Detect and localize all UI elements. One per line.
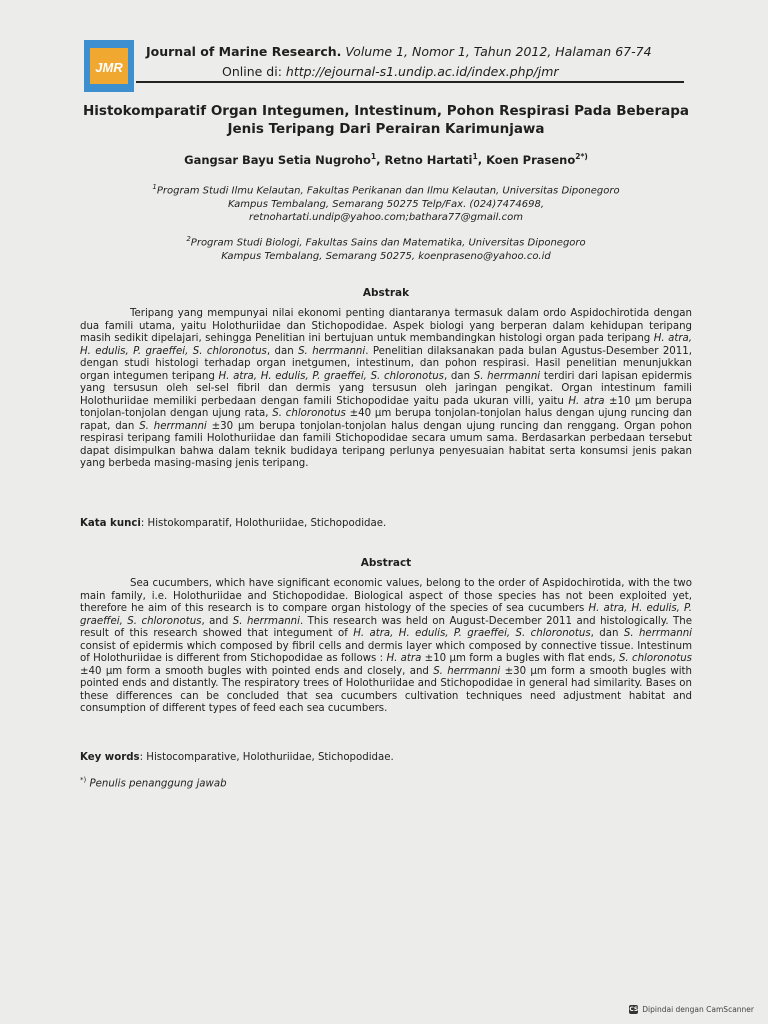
abstract-text: Teripang yang mempunyai nilai ekonomi penting diantaranya termasuk dalam ordo Aspidochirotida dengan dua famili utama, yaitu Holothuriidae dan Stichopodidae. Aspek biologi yang berperan dalam kehidupan teripang masih sedikit dipelajari, sehingga Penelitian ini bertujuan untuk membandingkan histologi organ pada teripang bbox=[80, 308, 692, 344]
journal-url-link[interactable]: http://ejournal-s1.undip.ac.id/index.php/jmr bbox=[285, 64, 559, 79]
author-name: Gangsar Bayu Setia Nugroho bbox=[184, 152, 371, 167]
affiliation-line: $^2$Program Studi Biologi, Fakultas Sains dan Matematika, Universitas Diponegoro bbox=[186, 235, 586, 249]
abstract-text: . This research was held on August-December 2011 and histologically. The result of this research showed that integument of bbox=[80, 615, 692, 639]
affiliation-line: Kampus Tembalang, Semarang 50275 Telp/Fax. (024)7474698, bbox=[227, 198, 545, 210]
footnote-text: Penulis penanggung jawab bbox=[86, 778, 227, 790]
affiliation-1 bbox=[80, 181, 692, 225]
keywords-value: : Histokomparatif, Holothuriidae, Stichopodidae. bbox=[140, 518, 387, 529]
species-name: S. herrmanni bbox=[298, 345, 366, 357]
journal-online-line bbox=[146, 62, 652, 82]
abstract-text: , dan bbox=[266, 345, 299, 357]
abstract-text: Sea cucumbers, which have significant economic values, belong to the order of Aspidochirotida, with the two main family, i.e. Holothuriidae and Stichopodidae. Biological aspect of those species has not been exploited yet, therefore he aim of this research is to compare organ histology of the species of sea cucumbers bbox=[80, 578, 692, 614]
species-name: H. atra bbox=[568, 395, 605, 407]
species-name: S. herrmanni bbox=[433, 665, 501, 677]
abstract-text: ±10 μm berupa tonjolan-tonjolan dengan ujung rata, bbox=[80, 395, 693, 419]
keywords-value: : Histocomparative, Holothuriidae, Stichopodidae. bbox=[139, 752, 394, 763]
abstrak-paragraph bbox=[80, 308, 692, 471]
author-name: Koen Praseno bbox=[486, 152, 576, 167]
affiliation-mark: 1 bbox=[152, 183, 157, 191]
species-name: H. atra, H. edulis, P. graeffei, S. chloronotus bbox=[353, 628, 591, 639]
logo-text: JMR bbox=[95, 60, 123, 75]
journal-details: Volume 1, Nomor 1, Tahun 2012, Halaman 67-74 bbox=[341, 44, 652, 59]
author-affiliation-mark: 1 bbox=[472, 152, 478, 161]
abstract-text: , dan bbox=[590, 628, 624, 639]
species-name: S. chloronotus bbox=[618, 653, 692, 664]
abstract-heading: Abstract bbox=[360, 557, 412, 569]
species-name: S. chloronotus bbox=[272, 408, 346, 419]
abstract-text: ±30 μm form a smooth bugles with pointed ends and distantly. The respiratory trees of Holothuriidae and Stichopodidae in general had similarity. Bases on these differences can be concluded that sea cucumbers cultivation techniques need adjustment habitat and consumption of different types of feed each sea cucumbers. bbox=[80, 665, 692, 714]
author-name: Retno Hartati bbox=[384, 152, 473, 167]
abstract-text: consist of epidermis which composed by fibril cells and dermis layer which composed by connective tissue. Intestinum of Holothuriidae is different from Stichopodidae as follows : bbox=[80, 640, 692, 664]
species-name: S. herrmanni bbox=[139, 420, 207, 432]
affiliation-line: Kampus Tembalang, Semarang 50275, koenpraseno@yahoo.co.id bbox=[221, 250, 551, 262]
author-affiliation-mark: 1 bbox=[370, 152, 377, 161]
abstract-text: ±40 μm form a smooth bugles with pointed ends and closely, and bbox=[80, 665, 434, 677]
abstract-text: . Penelitian dilaksanakan pada bulan Agustus-Desember 2011, dengan studi histologi terhadap organ inetgumen, intestinum, dan pohon respirasi. Hasil penelitian menunjukkan organ integumen teripang bbox=[80, 345, 692, 382]
species-name: S. herrmanni bbox=[232, 615, 300, 627]
species-name: S. herrmanni bbox=[623, 628, 692, 639]
footnote-mark: *) bbox=[80, 776, 87, 784]
abstract-text: ±40 μm berupa tonjolan-tonjolan halus dengan ujung runcing dan rapat, dan bbox=[80, 408, 692, 432]
scanner-watermark bbox=[629, 1005, 754, 1014]
journal-citation-line bbox=[146, 42, 652, 62]
journal-header bbox=[146, 42, 652, 82]
camscanner-icon: CS bbox=[629, 1006, 639, 1013]
species-name: H. atra, H. edulis, P. graeffei, S. chloronotus bbox=[80, 603, 692, 627]
species-name: H. atra, H. edulis, P. graeffei, S. chloronotus bbox=[80, 333, 692, 357]
species-name: H. atra bbox=[386, 653, 422, 664]
abstract-text: ±30 μm berupa tonjolan-tonjolan halus dengan ujung runcing dan renggang. Organ pohon respirasi teripang famili Holothuriidae dan famili Stichopodidae secara umum sama. Berdasarkan perbedaan tersebut dapat disimpulkan bahwa dalam teknik budidaya teripang perlunya penyesuaian habitat serta konsumsi jenis pakan yang berbeda masing-masing jenis teripang. bbox=[80, 420, 692, 469]
species-name: H. atra, H. edulis, P. graeffei, S. chloronotus bbox=[218, 370, 444, 382]
corresponding-author-note bbox=[80, 776, 227, 789]
author-separator: , bbox=[477, 152, 487, 167]
species-name: S. herrmanni bbox=[473, 370, 541, 382]
affiliation-mark: 2 bbox=[186, 235, 191, 243]
abstract-paragraph bbox=[80, 578, 692, 716]
keywords-label: Kata kunci bbox=[80, 518, 141, 529]
abstract-text: , dan bbox=[443, 370, 474, 382]
key-words bbox=[80, 751, 692, 764]
header-divider bbox=[136, 81, 684, 83]
journal-logo bbox=[84, 40, 134, 92]
abstract-text: ±10 μm form a bugles with flat ends, bbox=[421, 653, 619, 664]
author-affiliation-mark: 2*) bbox=[575, 152, 588, 161]
author-list bbox=[80, 152, 692, 167]
keywords-label: Key words bbox=[80, 752, 140, 763]
abstract-text: , and bbox=[201, 615, 233, 627]
affiliation-line: $^1$Program Studi Ilmu Kelautan, Fakultas Perikanan dan Ilmu Kelautan, Universitas Diponegoro bbox=[152, 183, 620, 197]
kata-kunci bbox=[80, 517, 692, 530]
online-label: Online di: bbox=[222, 64, 286, 79]
abstrak-body bbox=[80, 308, 692, 469]
abstrak-heading: Abstrak bbox=[362, 287, 410, 299]
abstract-text: terdiri dari lapisan epidermis yang tersusun oleh sel-sel fibril dan dermis yang tersusun oleh jaringan pengikat. Organ intestinum famili Holothuriidae memiliki perbedaan dengan famili Stichopodidae yaitu pada ukuran villi, yaitu bbox=[80, 370, 692, 407]
affiliation-email-line[interactable]: retnohartati.undip@yahoo.com;bathara77@gmail.com bbox=[249, 212, 523, 224]
journal-name: Journal of Marine Research. bbox=[146, 44, 342, 59]
paper-title: Histokomparatif Organ Integumen, Intestinum, Pohon Respirasi Pada Beberapa Jenis Teripang Dari Perairan Karimunjawa bbox=[82, 103, 689, 137]
author-separator: , bbox=[376, 152, 385, 167]
scanner-text: Dipindai dengan CamScanner bbox=[642, 1005, 754, 1014]
abstract-body bbox=[80, 578, 692, 714]
affiliation-2 bbox=[80, 233, 692, 263]
